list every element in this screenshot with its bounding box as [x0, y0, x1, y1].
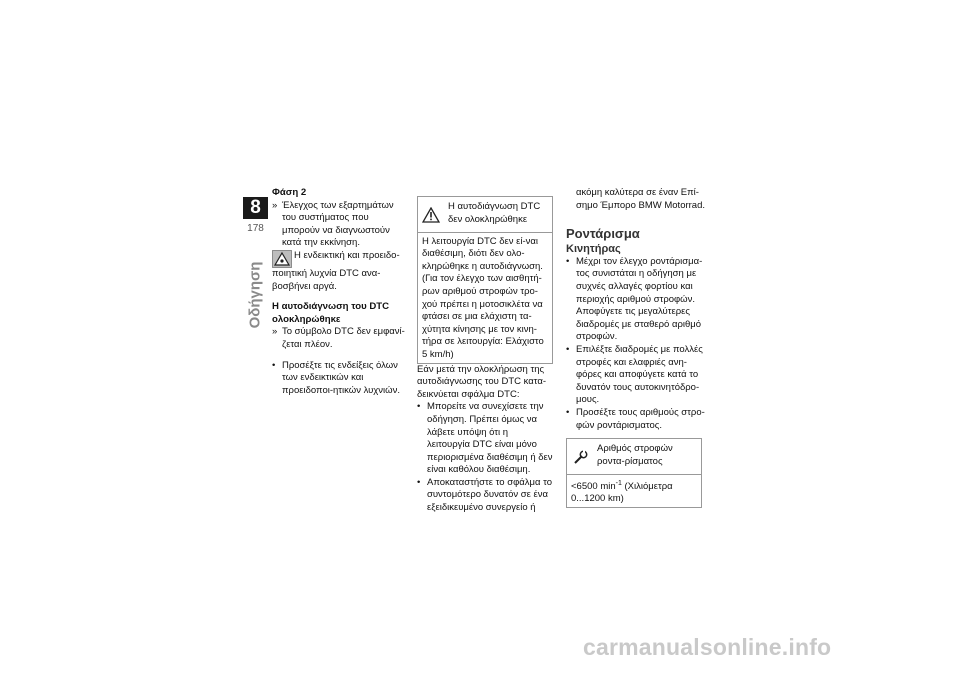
- spec-value-exponent: -1: [615, 479, 622, 487]
- column-3: [566, 187, 706, 508]
- list-item: [566, 407, 706, 432]
- sub-title: Κινητήρας: [566, 243, 621, 256]
- spec-box-value: [567, 474, 701, 507]
- spec-box-title: Αριθμός στροφών ροντα-ρίσματος: [597, 443, 673, 467]
- indicator-note-text: Η ενδεικτική και προειδο-ποιητική λυχνία DTC ανα-: [272, 249, 400, 279]
- page-number: 178: [247, 223, 264, 234]
- spec-box-header: [567, 439, 701, 474]
- bullet-marker: •: [566, 255, 570, 267]
- list-item: [566, 256, 706, 344]
- indicator-note-continuation: βοσβήνει αργά.: [272, 280, 337, 292]
- warning-box-title: Η αυτοδιάγνωση DTC δεν ολοκληρώθηκε: [448, 201, 541, 225]
- list-item: [272, 360, 408, 398]
- col3-bullet-3: Προσέξτε τους αριθμούς στρο-φών ροντάρισματος.: [576, 406, 705, 431]
- col3-bullet-2: Επιλέξτε διαδρομές με πολλές στροφές και ελαφριές ανη-φόρες και αποφύγετε κατά το δυνατόν τους αυτοκινητόδρο-μους.: [576, 343, 703, 406]
- list-item: [417, 477, 553, 515]
- bullet-marker: •: [272, 359, 276, 371]
- list-item: [566, 344, 706, 407]
- bullet-marker: •: [417, 401, 421, 413]
- column-2: [417, 196, 553, 515]
- section-bullet-text: Προσέξτε τις ενδείξεις όλων των ενδεικτικών και προειδοποι-ητικών λυχνιών.: [282, 359, 400, 396]
- spec-box: [566, 438, 702, 508]
- phase-heading: Φάση 2: [272, 187, 307, 198]
- list-item: [417, 401, 553, 477]
- chapter-title-vertical: [236, 245, 276, 345]
- column-1: [272, 187, 408, 397]
- bullet-marker: •: [566, 406, 570, 418]
- section-heading: Η αυτοδιάγνωση του DTC ολοκληρώθηκε: [272, 301, 390, 325]
- after-box-text: Εάν μετά την ολοκλήρωση της αυτοδιάγνωσης του DTC κατα-δεικνύεται σφάλμα DTC:: [417, 363, 547, 400]
- warning-box-header: [418, 197, 552, 232]
- list-item: [272, 200, 408, 250]
- col2-bullet-1: Μπορείτε να συνεχίσετε την οδήγηση. Πρέπει όμως να λάβετε υπόψη ότι η λειτουργία DTC είναι μόνο περιορισμένα διαθέσιμη ή δεν είναι καθόλου διαθέσιμη.: [427, 401, 553, 476]
- bullet-marker: •: [566, 343, 570, 355]
- indicator-note: [272, 250, 408, 293]
- watermark: carmanualsonline.info: [583, 634, 832, 660]
- section-result-text: Το σύμβολο DTC δεν εμφανί-ζεται πλέον.: [282, 326, 405, 350]
- result-marker: »: [272, 199, 278, 211]
- spec-value-suffix: (Χιλιόμετρα 0...1200 km): [571, 480, 673, 505]
- bullet-marker: •: [417, 476, 421, 488]
- warning-box: [417, 196, 553, 364]
- continuation-text: ακόμη καλύτερα σε έναν Επί-σημο Έμπορο BMW Motorrad.: [576, 187, 706, 211]
- wrench-warning-icon: [422, 207, 440, 223]
- warning-box-body: Η λειτουργία DTC δεν εί-ναι διαθέσιμη, διότι δεν ολο-κληρώθηκε η αυτοδιάγνωση. (Για τον έλεγχο των αισθητή-ρων αριθμού στροφών τρο-χού πρέπει η μοτοσικλέτα να φτάσει σε μια ελάχιστη τα-χύτητα κίνησης με τον κινη-τήρα σε λειτουργία: Ελάχιστο 5 km/h): [418, 232, 552, 363]
- list-item: [272, 326, 408, 351]
- section-title: Ροντάρισμα: [566, 226, 640, 242]
- phase-item-text: Έλεγχος των εξαρτημάτων του συστήματος που μπορούν να διαγνωστούν κατά την εκκίνηση.: [282, 199, 394, 249]
- wrench-icon: [571, 449, 589, 465]
- col3-bullet-1: Μέχρι τον έλεγχο ροντάρισμα-τος συνιστάται η οδήγηση με συχνές αλλαγές φορτίου και περιοχής αριθμού στροφών. Αποφύγετε τις μεγαλύτερες διαδρομές με σταθερό αριθμό στροφών.: [576, 255, 703, 343]
- chapter-tab: 8: [243, 197, 268, 219]
- col2-bullet-2: Αποκαταστήστε το σφάλμα το συντομότερο δυνατόν σε ένα εξειδικευμένο συνεργείο ή: [427, 476, 552, 514]
- result-marker: »: [272, 326, 278, 338]
- warning-light-icon: [272, 250, 292, 268]
- chapter-title: Οδήγηση: [246, 261, 264, 329]
- spec-value-prefix: <6500 min: [571, 480, 616, 492]
